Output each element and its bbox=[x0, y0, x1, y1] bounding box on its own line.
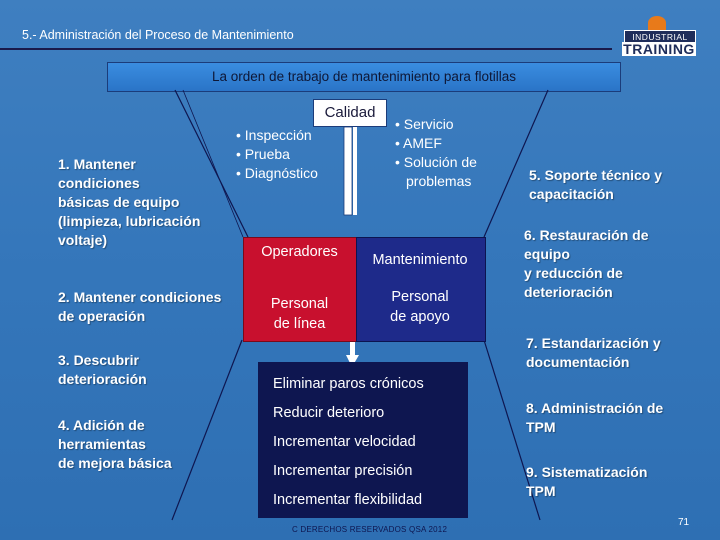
outcome-item: Eliminar paros crónicos bbox=[273, 376, 424, 392]
page-number: 71 bbox=[678, 517, 690, 528]
step-line: (limpieza, lubricación bbox=[58, 213, 201, 229]
outcome-item: Incrementar precisión bbox=[273, 463, 413, 479]
step-line: TPM bbox=[526, 419, 556, 435]
step-line: 7. Estandarización y bbox=[526, 335, 661, 351]
step-line: 1. Mantener bbox=[58, 156, 136, 172]
step-line: 3. Descubrir bbox=[58, 352, 139, 368]
step-3 bbox=[58, 351, 147, 389]
step-line: voltaje) bbox=[58, 232, 108, 248]
personal-apoyo-label bbox=[356, 287, 484, 327]
mantenimiento-label: Mantenimiento bbox=[372, 252, 468, 268]
step-line: 6. Restauración de bbox=[524, 227, 649, 243]
operadores-label: Operadores bbox=[261, 244, 338, 260]
personal-apoyo-line: de apoyo bbox=[390, 309, 450, 325]
step-line: deterioración bbox=[58, 371, 147, 387]
copyright-footer: C DERECHOS RESERVADOS QSA 2012 bbox=[292, 525, 448, 534]
step-line: condiciones bbox=[58, 175, 140, 191]
bullet-item: • AMEF bbox=[395, 135, 442, 151]
logo-bottom-text: TRAINING bbox=[623, 41, 695, 57]
right-diagonal-line bbox=[484, 90, 548, 237]
bullet-item: • Prueba bbox=[236, 146, 290, 162]
step-line: de mejora básica bbox=[58, 455, 172, 471]
step-2 bbox=[58, 288, 221, 326]
step-line: herramientas bbox=[58, 436, 146, 452]
bullet-item: • Diagnóstico bbox=[236, 165, 318, 181]
step-6 bbox=[524, 226, 649, 302]
outcome-item: Incrementar flexibilidad bbox=[273, 492, 423, 508]
personal-linea-line: Personal bbox=[270, 296, 329, 312]
step-line: básicas de equipo bbox=[58, 194, 180, 210]
outcome-item: Incrementar velocidad bbox=[273, 434, 416, 450]
service-bullets bbox=[395, 115, 477, 191]
step-line: documentación bbox=[526, 354, 630, 370]
bullet-item: • Servicio bbox=[395, 116, 454, 132]
calidad-box: Calidad bbox=[313, 99, 387, 127]
step-line: deterioración bbox=[524, 284, 613, 300]
bullet-item: • Inspección bbox=[236, 127, 312, 143]
left-lower-line bbox=[172, 340, 242, 520]
step-line: equipo bbox=[524, 246, 570, 262]
step-line: 4. Adición de bbox=[58, 417, 145, 433]
step-line: 5. Soporte técnico y bbox=[529, 167, 663, 183]
step-4 bbox=[58, 416, 172, 473]
personal-linea-label bbox=[243, 294, 356, 334]
step-1 bbox=[58, 155, 200, 250]
page-title: 5.- Administración del Proceso de Mantenimiento bbox=[22, 28, 294, 42]
step-7 bbox=[526, 334, 661, 372]
step-line: de operación bbox=[58, 308, 146, 324]
bullet-item: problemas bbox=[406, 173, 472, 189]
bullet-item: • Solución de bbox=[395, 154, 477, 170]
inspection-bullets bbox=[236, 126, 318, 183]
diagram-banner: La orden de trabajo de mantenimiento para flotillas bbox=[107, 62, 621, 92]
personal-apoyo-line: Personal bbox=[391, 289, 449, 305]
step-line: y reducción de bbox=[524, 265, 623, 281]
step-8 bbox=[526, 399, 663, 437]
step-9 bbox=[526, 463, 647, 501]
step-line: TPM bbox=[526, 483, 556, 499]
step-line: 2. Mantener condiciones bbox=[58, 289, 222, 305]
logo-top-text: INDUSTRIAL bbox=[624, 30, 696, 44]
step-line: capacitación bbox=[529, 186, 614, 202]
personal-linea-line: de línea bbox=[273, 316, 326, 332]
outcome-item: Reducir deterioro bbox=[273, 405, 385, 421]
step-line: 9. Sistematización bbox=[526, 464, 648, 480]
step-line: 8. Administración de bbox=[526, 400, 664, 416]
calidad-down-arrow-shaft bbox=[344, 127, 352, 215]
calidad-down-arrow-shaft-2 bbox=[353, 127, 357, 215]
step-5 bbox=[529, 166, 662, 204]
